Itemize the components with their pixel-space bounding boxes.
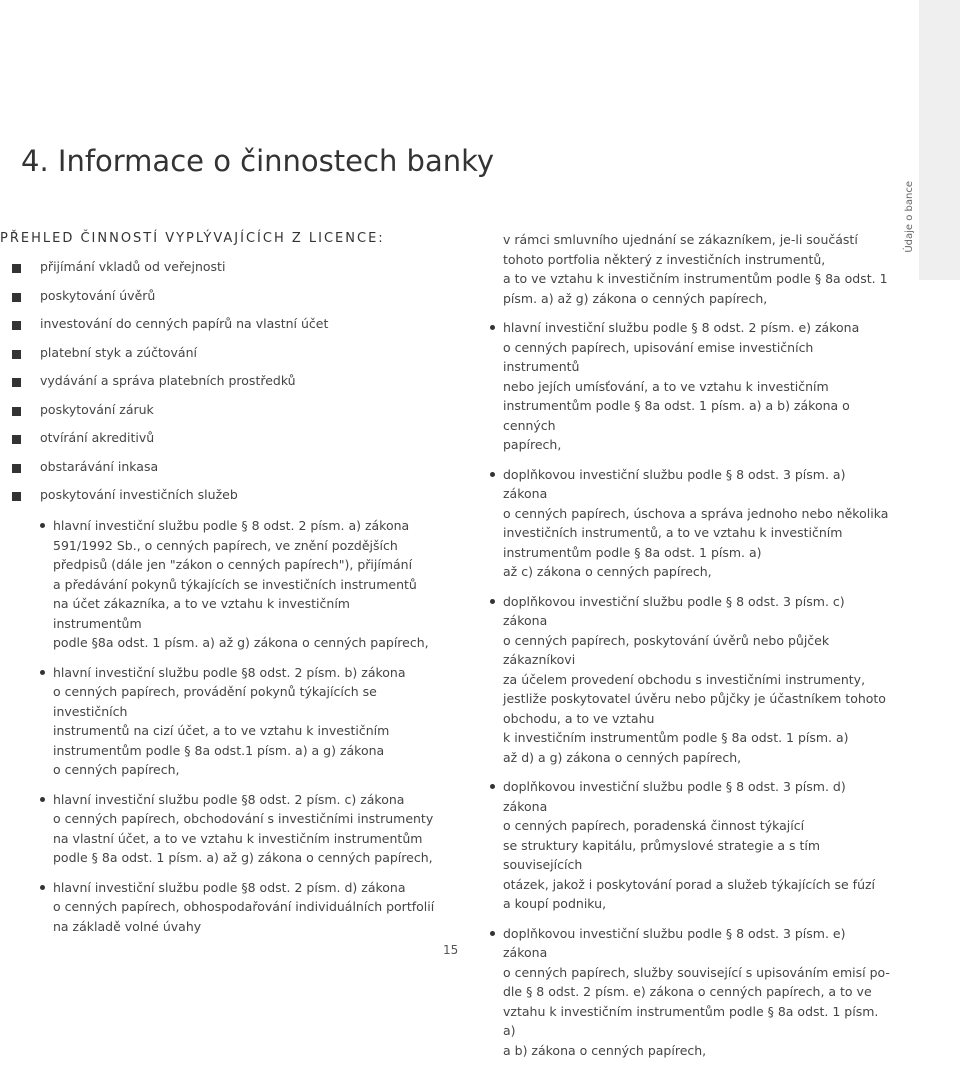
list-item — [40, 663, 440, 780]
list-item-text: vydávání a správa platebních prostředků — [40, 373, 296, 388]
list-item — [490, 924, 890, 1061]
list-item-text: doplňkovou investiční službu podle § 8 odst. 3 písm. d) zákona o cenných papírech, poradenská činnost týkající se struktury kapitálu, průmyslové strategie a s tím souvisejících otázek, jakož i poskytování porad a služeb týkajících se fúzí a koupí podniku, — [503, 779, 876, 911]
square-bullet-icon — [12, 492, 21, 501]
license-list — [12, 258, 462, 515]
section-heading: PŘEHLED ČINNOSTÍ VYPLÝVAJÍCÍCH Z LICENCE: — [0, 231, 385, 246]
list-item — [12, 344, 462, 373]
list-item — [12, 372, 462, 401]
dot-bullet-icon — [40, 797, 45, 802]
list-item-text: otvírání akreditivů — [40, 430, 155, 445]
dot-bullet-icon — [490, 599, 495, 604]
list-item — [12, 287, 462, 316]
square-bullet-icon — [12, 407, 21, 416]
list-item-text: doplňkovou investiční službu podle § 8 odst. 3 písm. e) zákona o cenných papírech, služby související s upisováním emisí po- dle § 8 odst. 2 písm. e) zákona o cenných papírech, a to ve vztahu k investičním instrumentům podle § 8a odst. 1 písm. a) a b) zákona o cenných papírech, — [503, 925, 890, 1058]
square-bullet-icon — [12, 435, 21, 444]
square-bullet-icon — [12, 264, 21, 273]
side-tab-label: Údaje o bance — [903, 181, 915, 253]
square-bullet-icon — [12, 321, 21, 330]
dot-bullet-icon — [490, 784, 495, 789]
list-item — [12, 258, 462, 287]
investment-services-list-right — [490, 230, 890, 1070]
page-number: 15 — [443, 943, 459, 957]
square-bullet-icon — [12, 464, 21, 473]
list-item-text: hlavní investiční službu podle § 8 odst. 2 písm. e) zákona o cenných papírech, upisování emise investičních instrumentů nebo jejích umísťování, a to ve vztahu k investičním instrumentům podle § 8a odst. 1 písm. a) a b) zákona o cenných papírech, — [503, 320, 860, 452]
list-item-text: hlavní investiční službu podle §8 odst. 2 písm. b) zákona o cenných papírech, provádění pokynů týkajících se investičních instrumentů na cizí účet, a to ve vztahu k investičním instrumentům podle § 8a odst.1 písm. a) a g) zákona o cenných papírech, — [53, 664, 406, 777]
list-item-text: doplňkovou investiční službu podle § 8 odst. 3 písm. c) zákona o cenných papírech, poskytování úvěrů nebo půjček zákazníkovi za účelem provedení obchodu s investičními instrumenty, jestliže poskytovatel úvěru nebo půjčky je účastníkem tohoto obchodu, a to ve vztahu k investičním instrumentům podle § 8a odst. 1 písm. a) až d) a g) zákona o cenných papírech, — [503, 593, 886, 765]
list-item-text: obstarávání inkasa — [40, 458, 159, 474]
list-item — [490, 465, 890, 582]
continuation-text-content: v rámci smluvního ujednání se zákazníkem, je-li součástí tohoto portfolia některý z investičních instrumentů, a to ve vztahu k investičním instrumentům podle § 8a odst. 1 písm. a) až g) zákona o cenných papírech, — [503, 232, 888, 306]
list-item — [40, 878, 440, 937]
page-title: 4. Informace o činnostech banky — [21, 144, 495, 178]
list-item — [40, 790, 440, 868]
square-bullet-icon — [12, 293, 21, 302]
square-bullet-icon — [12, 350, 21, 359]
list-item-text: hlavní investiční službu podle §8 odst. 2 písm. d) zákona o cenných papírech, obhospodařování individuálních portfolií na základě volné úvahy — [53, 879, 435, 934]
list-item — [490, 592, 890, 768]
dot-bullet-icon — [490, 931, 495, 936]
dot-bullet-icon — [490, 472, 495, 477]
list-item — [12, 401, 462, 430]
dot-bullet-icon — [40, 523, 45, 528]
list-item-text: poskytování investičních služeb — [40, 487, 238, 502]
list-item-text: hlavní investiční službu podle § 8 odst. 2 písm. a) zákona 591/1992 Sb., o cenných papírech, ve znění pozdějších předpisů (dále jen "zákon o cenných papírech"), přijímání a předávání pokynů týkajících se investičních instrumentů na účet zákazníka, a to ve vztahu k investičním instrumentům podle §8a odst. 1 písm. a) až g) zákona o cenných papírech, — [53, 518, 429, 650]
list-item — [490, 777, 890, 914]
dot-bullet-icon — [490, 325, 495, 330]
square-bullet-icon — [12, 378, 21, 387]
investment-services-list-left — [40, 516, 440, 946]
list-item-text: hlavní investiční službu podle §8 odst. 2 písm. c) zákona o cenných papírech, obchodování s investičními instrumenty na vlastní účet, a to ve vztahu k investičním instrumentům podle § 8a odst. 1 písm. a) až g) zákona o cenných papírech, — [53, 791, 434, 865]
list-item — [40, 516, 440, 653]
list-item-text: platební styk a zúčtování — [40, 344, 197, 360]
list-item-text: poskytování záruk — [40, 401, 154, 417]
list-item-text: poskytování úvěrů — [40, 287, 156, 303]
continuation-text — [490, 230, 890, 308]
list-item-text: doplňkovou investiční službu podle § 8 odst. 3 písm. a) zákona o cenných papírech, úschova a správa jednoho nebo několika investičních instrumentů, a to ve vztahu k investičním instrumentům podle § 8a odst. 1 písm. a) až c) zákona o cenných papírech, — [503, 466, 889, 579]
list-item — [12, 486, 462, 515]
list-item — [490, 318, 890, 455]
list-item — [12, 315, 462, 344]
side-tab — [903, 0, 960, 280]
list-item-text: přijímání vkladů od veřejnosti — [40, 259, 226, 274]
list-item-text: investování do cenných papírů na vlastní účet — [40, 316, 329, 331]
dot-bullet-icon — [40, 670, 45, 675]
list-item — [12, 429, 462, 458]
dot-bullet-icon — [40, 885, 45, 890]
list-item — [12, 458, 462, 487]
